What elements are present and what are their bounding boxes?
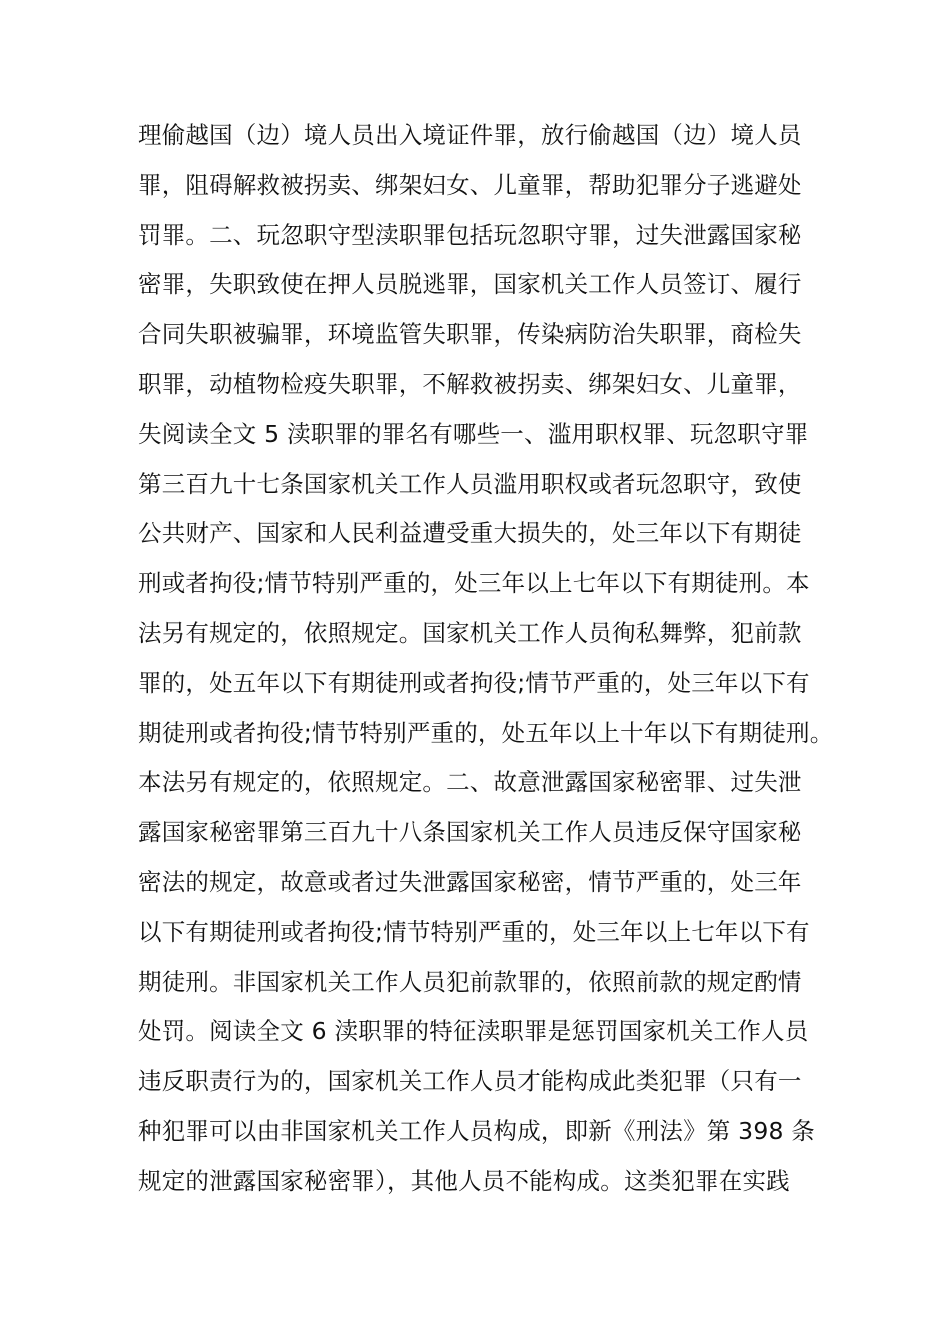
- text-line: 规定的泄露国家秘密罪），其他人员不能构成。这类犯罪在实践: [138, 1166, 790, 1195]
- text-line: 罚罪。二、玩忽职守型渎职罪包括玩忽职守罪，过失泄露国家秘: [138, 220, 802, 249]
- text-line: 合同失职被骗罪，环境监管失职罪，传染病防治失职罪，商检失: [138, 320, 802, 349]
- text-line: 违反职责行为的，国家机关工作人员才能构成此类犯罪（只有一: [138, 1067, 802, 1096]
- text-line: 期徒刑或者拘役;情节特别严重的，处五年以上十年以下有期徒刑。: [138, 718, 834, 747]
- body-text: [138, 111, 838, 1207]
- text-line: 理偷越国（边）境人员出入境证件罪，放行偷越国（边）境人员: [138, 121, 802, 149]
- text-line: 种犯罪可以由非国家机关工作人员构成，即新《刑法》第 398 条: [138, 1116, 815, 1145]
- text-line: 期徒刑。非国家机关工作人员犯前款罪的，依照前款的规定酌情: [138, 967, 802, 996]
- text-line: 密法的规定，故意或者过失泄露国家秘密，情节严重的，处三年: [138, 867, 802, 896]
- text-line: 第三百九十七条国家机关工作人员滥用职权或者玩忽职守，致使: [138, 469, 802, 498]
- text-line: 职罪，动植物检疫失职罪，不解救被拐卖、绑架妇女、儿童罪，: [138, 369, 802, 398]
- text-line: 本法另有规定的，依照规定。二、故意泄露国家秘密罪、过失泄: [138, 768, 802, 797]
- text-line: 罪，阻碍解救被拐卖、绑架妇女、儿童罪，帮助犯罪分子逃避处: [138, 170, 802, 199]
- text-line: 密罪，失职致使在押人员脱逃罪，国家机关工作人员签订、履行: [138, 270, 802, 299]
- text-line: 处罚。阅读全文 6 渎职罪的特征渎职罪是惩罚国家机关工作人员: [138, 1017, 809, 1046]
- text-line: 刑或者拘役;情节特别严重的，处三年以上七年以下有期徒刑。本: [138, 569, 810, 598]
- text-line: 罪的，处五年以下有期徒刑或者拘役;情节严重的，处三年以下有: [138, 668, 810, 697]
- text-line: 法另有规定的，依照规定。国家机关工作人员徇私舞弊，犯前款: [138, 618, 802, 647]
- text-line: 以下有期徒刑或者拘役;情节特别严重的，处三年以上七年以下有: [138, 917, 810, 946]
- text-line: 失阅读全文 5 渎职罪的罪名有哪些一、滥用职权罪、玩忽职守罪: [138, 419, 809, 448]
- text-line: 露国家秘密罪第三百九十八条国家机关工作人员违反保守国家秘: [138, 818, 802, 847]
- text-line: 公共财产、国家和人民利益遭受重大损失的，处三年以下有期徒: [138, 519, 802, 548]
